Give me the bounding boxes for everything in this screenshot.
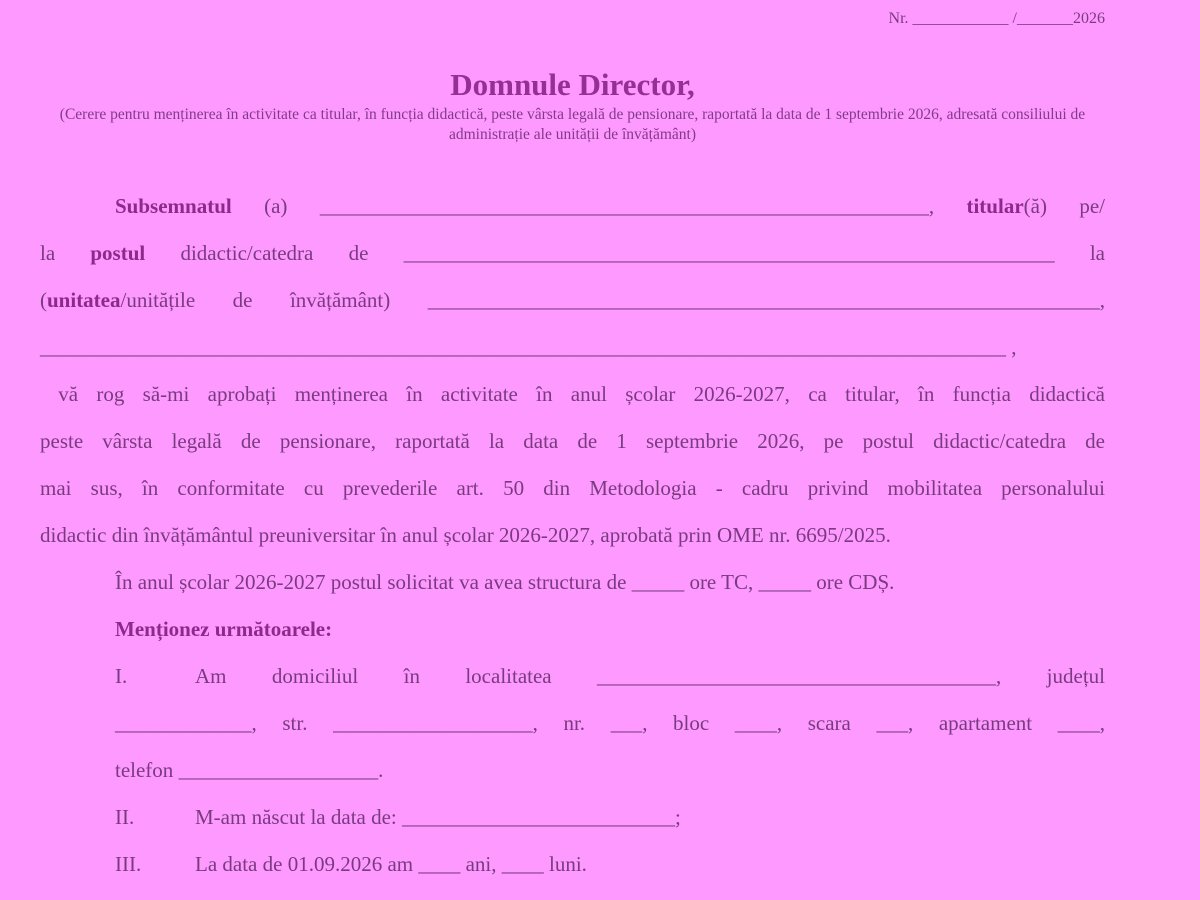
text-line — [115, 700, 1105, 747]
text-segment: Subsemnatul — [115, 194, 232, 218]
text-segment: vă rog să-mi aprobați menținerea în activitate în anul școlar 2026-2027, ca titular, în funcția didactică — [40, 382, 1105, 406]
text-segment: ani, — [460, 852, 502, 876]
text-segment: postul — [90, 241, 146, 265]
text-line — [40, 183, 1105, 230]
item-3-age — [115, 841, 1105, 888]
fill-blank-months: ____ — [501, 852, 544, 876]
fill-blank-street-no: ___ — [610, 711, 643, 735]
text-segment: unitatea — [47, 288, 121, 312]
text-segment: peste vârsta legală de pensionare, raportată la data de 1 septembrie 2026, pe postul didactic/catedra de — [40, 429, 1105, 453]
text-segment: , str. — [251, 711, 334, 735]
text-segment: , scara — [776, 711, 877, 735]
text-segment: la — [1054, 241, 1105, 265]
document-number-line: Nr. ____________ /_______2026 — [888, 10, 1105, 27]
text-line — [40, 230, 1105, 277]
text-segment: . — [378, 758, 384, 782]
fill-blank-phone: ___________________ — [178, 758, 379, 782]
request-paragraph — [40, 371, 1105, 559]
text-line — [40, 465, 1105, 512]
fill-blank-name: __________________________________________________________ — [319, 194, 929, 218]
text-segment: , apartament — [907, 711, 1058, 735]
item-1-domicile — [115, 653, 1105, 794]
document-body — [40, 183, 1105, 888]
text-segment: titular — [966, 194, 1024, 218]
fill-blank-apartment: ____ — [1057, 711, 1100, 735]
fill-blank-block: ____ — [734, 711, 777, 735]
text-segment: M-am născut la data de: — [195, 805, 403, 829]
text-segment: În anul școlar 2026-2027 postul solicitat va avea structura de — [115, 570, 632, 594]
text-segment: , — [1006, 335, 1017, 359]
text-segment: Am domiciliul în localitatea — [195, 664, 598, 688]
fill-blank-post: ______________________________________________________________ — [403, 241, 1055, 265]
fill-blank-years: ____ — [418, 852, 461, 876]
fill-blank-cds-hours: _____ — [758, 570, 811, 594]
text-line — [115, 747, 1105, 794]
text-line — [40, 606, 1105, 653]
item-numeral: I. — [115, 664, 128, 688]
text-segment: , nr. — [532, 711, 611, 735]
text-line — [40, 324, 1105, 371]
fill-blank-tc-hours: _____ — [631, 570, 685, 594]
text-segment: ( — [40, 288, 47, 312]
text-segment: didactic/catedra de — [145, 241, 404, 265]
opening-paragraph — [40, 183, 1105, 371]
text-segment: , bloc — [642, 711, 735, 735]
text-segment: didactic din învățământul preuniversitar în anul școlar 2026-2027, aprobată prin OME nr. 6695/2025. — [40, 523, 891, 547]
text-segment: ore CDȘ. — [810, 570, 895, 594]
document-title: Domnule Director, — [450, 67, 695, 102]
text-line — [40, 559, 1105, 606]
fill-blank-locality: ______________________________________ — [597, 664, 997, 688]
text-segment: , — [1099, 288, 1105, 312]
text-segment: , județul — [996, 664, 1105, 688]
text-segment: mai sus, în conformitate cu prevederile art. 50 din Metodologia - cadru privind mobilitatea personalului — [40, 476, 1105, 500]
text-line — [40, 277, 1105, 324]
text-segment: (ă) pe/ — [1023, 194, 1106, 218]
text-segment: La data de 01.09.2026 am — [195, 852, 419, 876]
document-subtitle: (Cerere pentru menținerea în activitate ca titular, în funcția didactică, peste vârsta legală de pensionare, raportată la data de 1 septembrie 2026, adresată consiliului de administrație ale unității de învățământ) — [59, 106, 1086, 143]
fill-blank-county: _____________ — [115, 711, 252, 735]
fill-blank-stair: ___ — [876, 711, 908, 735]
text-line — [115, 794, 1105, 841]
text-segment: telefon — [115, 758, 179, 782]
fill-blank-unit: ________________________________________________________________ — [427, 288, 1100, 312]
text-line — [40, 371, 1105, 418]
text-segment: Menționez următoarele: — [115, 617, 333, 641]
mentions-heading — [40, 606, 1105, 653]
text-segment: luni. — [543, 852, 587, 876]
text-segment: ore TC, — [684, 570, 759, 594]
text-segment: (a) — [231, 194, 320, 218]
item-2-birthdate — [115, 794, 1105, 841]
text-segment: ; — [675, 805, 681, 829]
item-numeral: II. — [115, 805, 135, 829]
text-segment: la — [40, 241, 91, 265]
fill-blank-unit-continued: ____________________________________________________________________________________________ — [40, 335, 1006, 359]
text-line — [115, 841, 1105, 888]
fill-blank-street: ___________________ — [333, 711, 533, 735]
text-segment: , — [1099, 711, 1105, 735]
text-segment: , — [928, 194, 967, 218]
item-numeral: III. — [115, 852, 142, 876]
text-line — [115, 653, 1105, 700]
fill-blank-birthdate: __________________________ — [402, 805, 676, 829]
text-line — [40, 418, 1105, 465]
text-line — [40, 512, 1105, 559]
structure-line — [40, 559, 1105, 606]
text-segment: /unitățile de învățământ) — [120, 288, 428, 312]
